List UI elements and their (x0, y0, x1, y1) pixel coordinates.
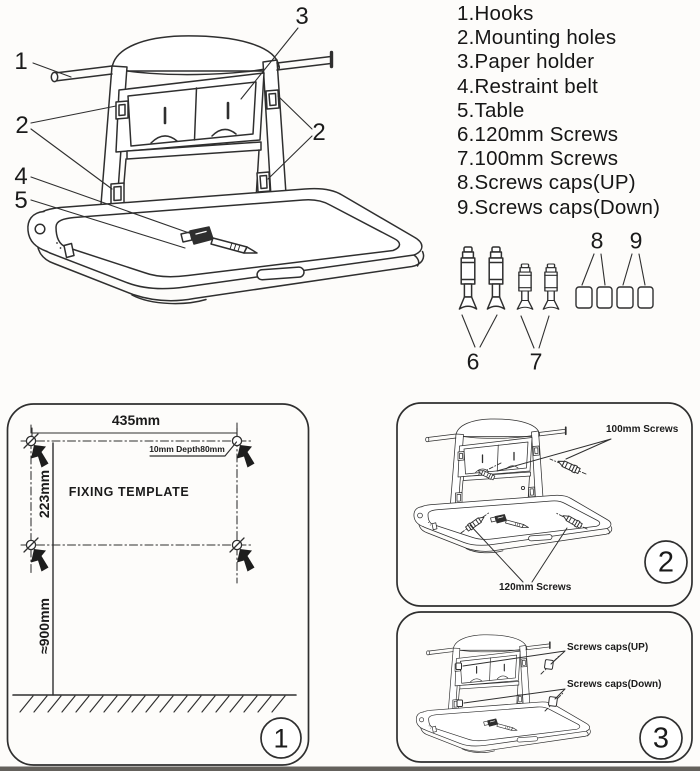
label-caps-down: 9 (629, 227, 643, 254)
callout-paper-holder: 3 (295, 3, 309, 30)
parts-list-item: 8.Screws caps(UP) (457, 171, 636, 195)
scan-edge-strip (0, 767, 700, 771)
parts-list-item: 4.Restraint belt (457, 74, 599, 98)
callout-mounting-right: 2 (312, 119, 326, 146)
parts-list-item: 2.Mounting holes (457, 26, 617, 50)
dim-vertical: 223mm (36, 469, 52, 519)
label-100mm-screws: 100mm Screws (606, 424, 679, 435)
label-screws-120: 6 (466, 348, 480, 375)
drill-arrows (31, 445, 255, 572)
callout-hooks: 1 (14, 48, 28, 75)
drill-note: 10mm Depth80mm (149, 443, 225, 454)
dimension-line-435 (32, 428, 237, 438)
screw-caps (576, 287, 653, 308)
callout-mounting-left: 2 (15, 112, 29, 139)
parts-list-item: 1.Hooks (457, 2, 534, 25)
parts-list-item: 6.120mm Screws (457, 123, 619, 147)
parts-list-item: 3.Paper holder (457, 50, 595, 74)
callout-restraint-belt: 4 (14, 163, 28, 190)
fixing-template-panel (8, 404, 309, 765)
label-caps-up: 8 (590, 227, 604, 254)
label-120mm-screws: 120mm Screws (499, 582, 572, 593)
parts-list-item: 7.100mm Screws (457, 147, 619, 171)
parts-list-item: 9.Screws caps(Down) (457, 195, 661, 219)
step-number-3: 3 (652, 722, 670, 755)
label-caps-down-panel: Screws caps(Down) (567, 679, 662, 690)
parts-list-item: 5.Table (457, 98, 525, 122)
parts-list (457, 2, 660, 220)
main-diagram (28, 28, 424, 304)
fixing-template-title: FIXING TEMPLATE (68, 484, 190, 499)
dim-floor-height: ≈900mm (36, 598, 52, 654)
step-number-1: 1 (273, 723, 289, 754)
callout-table: 5 (14, 187, 28, 214)
step-number-2: 2 (657, 546, 675, 579)
floor-hatching (20, 696, 285, 712)
label-screws-100: 7 (529, 348, 543, 375)
dim-horizontal: 435mm (111, 412, 161, 428)
hardware-drawings (459, 247, 653, 348)
label-caps-up-panel: Screws caps(UP) (567, 642, 649, 653)
